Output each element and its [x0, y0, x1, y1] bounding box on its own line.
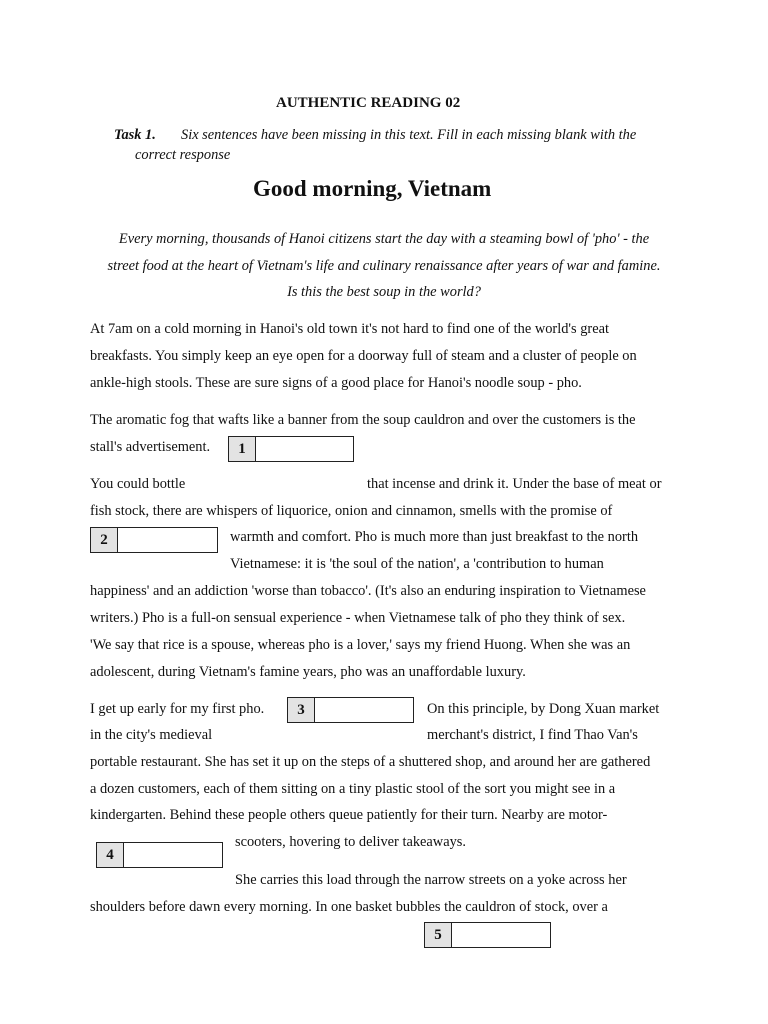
blank-number: 1 [229, 437, 256, 461]
blank-number: 4 [97, 843, 124, 867]
answer-blank-5[interactable] [424, 922, 551, 948]
paragraph-line: ankle-high stools. These are sure signs of a good place for Hanoi's noodle soup - pho. [90, 375, 582, 391]
paragraph-line: scooters, hovering to deliver takeaways. [235, 834, 466, 850]
paragraph-line: in the city's medieval [90, 727, 213, 743]
answer-blank-3[interactable] [287, 697, 414, 723]
paragraph-line: that incense and drink it. Under the base of meat or [367, 476, 662, 492]
paragraph-line: Vietnamese: it is 'the soul of the nation', a 'contribution to human [230, 556, 604, 572]
paragraph-line: She carries this load through the narrow streets on a yoke across her [235, 872, 627, 888]
answer-blank-1[interactable] [228, 436, 354, 462]
paragraph-line: At 7am on a cold morning in Hanoi's old town it's not hard to find one of the world's great [90, 321, 609, 337]
blank-number: 5 [425, 923, 452, 947]
intro-line: street food at the heart of Vietnam's life and culinary renaissance after years of war and famine. [107, 258, 661, 274]
paragraph-line: I get up early for my first pho. [90, 701, 265, 717]
blank-number: 2 [91, 528, 118, 552]
paragraph-line: a dozen customers, each of them sitting on a tiny plastic stool of the sort you might see in a [90, 781, 616, 797]
paragraph-line: writers.) Pho is a full-on sensual experience - when Vietnamese talk of pho they think of sex. [90, 610, 626, 626]
paragraph-line: warmth and comfort. Pho is much more than just breakfast to the north [230, 529, 639, 545]
paragraph-line: portable restaurant. She has set it up on the steps of a shuttered shop, and around her are gathered [90, 754, 651, 770]
paragraph-line: The aromatic fog that wafts like a banner from the soup cauldron and over the customers is the [90, 412, 636, 428]
task-label: Task 1. [114, 127, 156, 143]
paragraph-line: kindergarten. Behind these people others queue patiently for their turn. Nearby are motor- [90, 807, 608, 823]
paragraph-line: fish stock, there are whispers of liquorice, onion and cinnamon, smells with the promise of [90, 503, 613, 519]
paragraph-line: merchant's district, I find Thao Van's [427, 727, 638, 743]
blank-number: 3 [288, 698, 315, 722]
article-title: Good morning, Vietnam [253, 176, 492, 201]
answer-blank-2[interactable] [90, 527, 218, 553]
paragraph-line: stall's advertisement. [90, 439, 211, 455]
paragraph-line: On this principle, by Dong Xuan market [427, 701, 660, 717]
paragraph-line: shoulders before dawn every morning. In one basket bubbles the cauldron of stock, over a [90, 899, 608, 915]
paragraph-line: breakfasts. You simply keep an eye open for a doorway full of steam and a cluster of people on [90, 348, 637, 364]
document-header: AUTHENTIC READING 02 [276, 95, 461, 111]
paragraph-line: 'We say that rice is a spouse, whereas pho is a lover,' says my friend Huong. When she was an [90, 637, 631, 653]
task-instruction-line1: Six sentences have been missing in this text. Fill in each missing blank with the [181, 127, 637, 143]
intro-line: Is this the best soup in the world? [287, 284, 481, 300]
task-instruction-line2: correct response [135, 147, 231, 163]
intro-line: Every morning, thousands of Hanoi citizens start the day with a steaming bowl of 'pho' - the [118, 231, 650, 247]
paragraph-line: happiness' and an addiction 'worse than tobacco'. (It's also an enduring inspiration to Vietnamese [90, 583, 646, 599]
paragraph-line: adolescent, during Vietnam's famine years, pho was an unaffordable luxury. [90, 664, 526, 680]
answer-blank-4[interactable] [96, 842, 223, 868]
paragraph-line: You could bottle [90, 476, 186, 492]
